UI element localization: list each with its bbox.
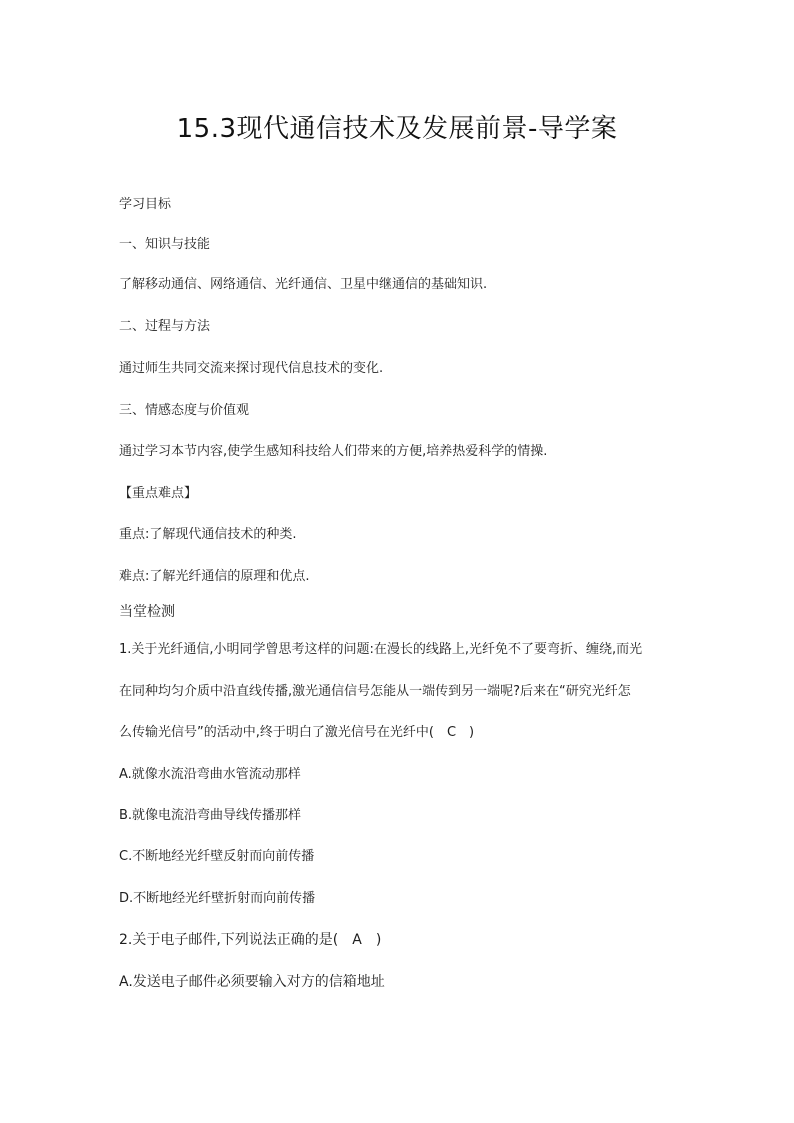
question-1-option-b: B.就像电流沿弯曲导线传播那样 — [119, 808, 302, 823]
paragraph-difficult-point: 难点:了解光纤通信的原理和优点. — [119, 569, 310, 584]
question-1-option-c: C.不断地经光纤壁反射而向前传播 — [119, 849, 315, 864]
section-heading-key-points: 【重点难点】 — [119, 486, 198, 501]
question-2-option-a: A.发送电子邮件必须要输入对方的信箱地址 — [119, 974, 385, 990]
section-heading-classroom-test: 当堂检测 — [119, 604, 175, 620]
question-1-option-d: D.不断地经光纤壁折射而向前传播 — [119, 891, 316, 906]
document-title: 15.3现代通信技术及发展前景-导学案 — [176, 114, 618, 144]
question-1-line-3: 么传输光信号”的活动中,终于明白了激光信号在光纤中( C ) — [119, 725, 475, 740]
paragraph-attitude-values: 通过学习本节内容,使学生感知科技给人们带来的方便,培养热爱科学的情操. — [119, 444, 548, 459]
question-1-line-1: 1.关于光纤通信,小明同学曾思考这样的问题:在漫长的线路上,光纤免不了要弯折、缠绕,而光 — [119, 642, 643, 657]
paragraph-process-methods: 通过师生共同交流来探讨现代信息技术的变化. — [119, 361, 384, 376]
section-heading-learning-goals: 学习目标 — [119, 197, 172, 212]
subsection-heading-attitude-values: 三、情感态度与价值观 — [119, 403, 250, 418]
paragraph-key-point: 重点:了解现代通信技术的种类. — [119, 527, 297, 542]
question-2-stem: 2.关于电子邮件,下列说法正确的是( A ) — [119, 932, 382, 948]
question-1-option-a: A.就像水流沿弯曲水管流动那样 — [119, 767, 301, 782]
question-1-line-2: 在同种均匀介质中沿直线传播,激光通信信号怎能从一端传到另一端呢?后来在“研究光纤怎 — [119, 684, 631, 699]
paragraph-knowledge-skills: 了解移动通信、网络通信、光纤通信、卫星中继通信的基础知识. — [119, 277, 488, 292]
subsection-heading-knowledge-skills: 一、知识与技能 — [119, 237, 211, 252]
subsection-heading-process-methods: 二、过程与方法 — [119, 319, 211, 334]
